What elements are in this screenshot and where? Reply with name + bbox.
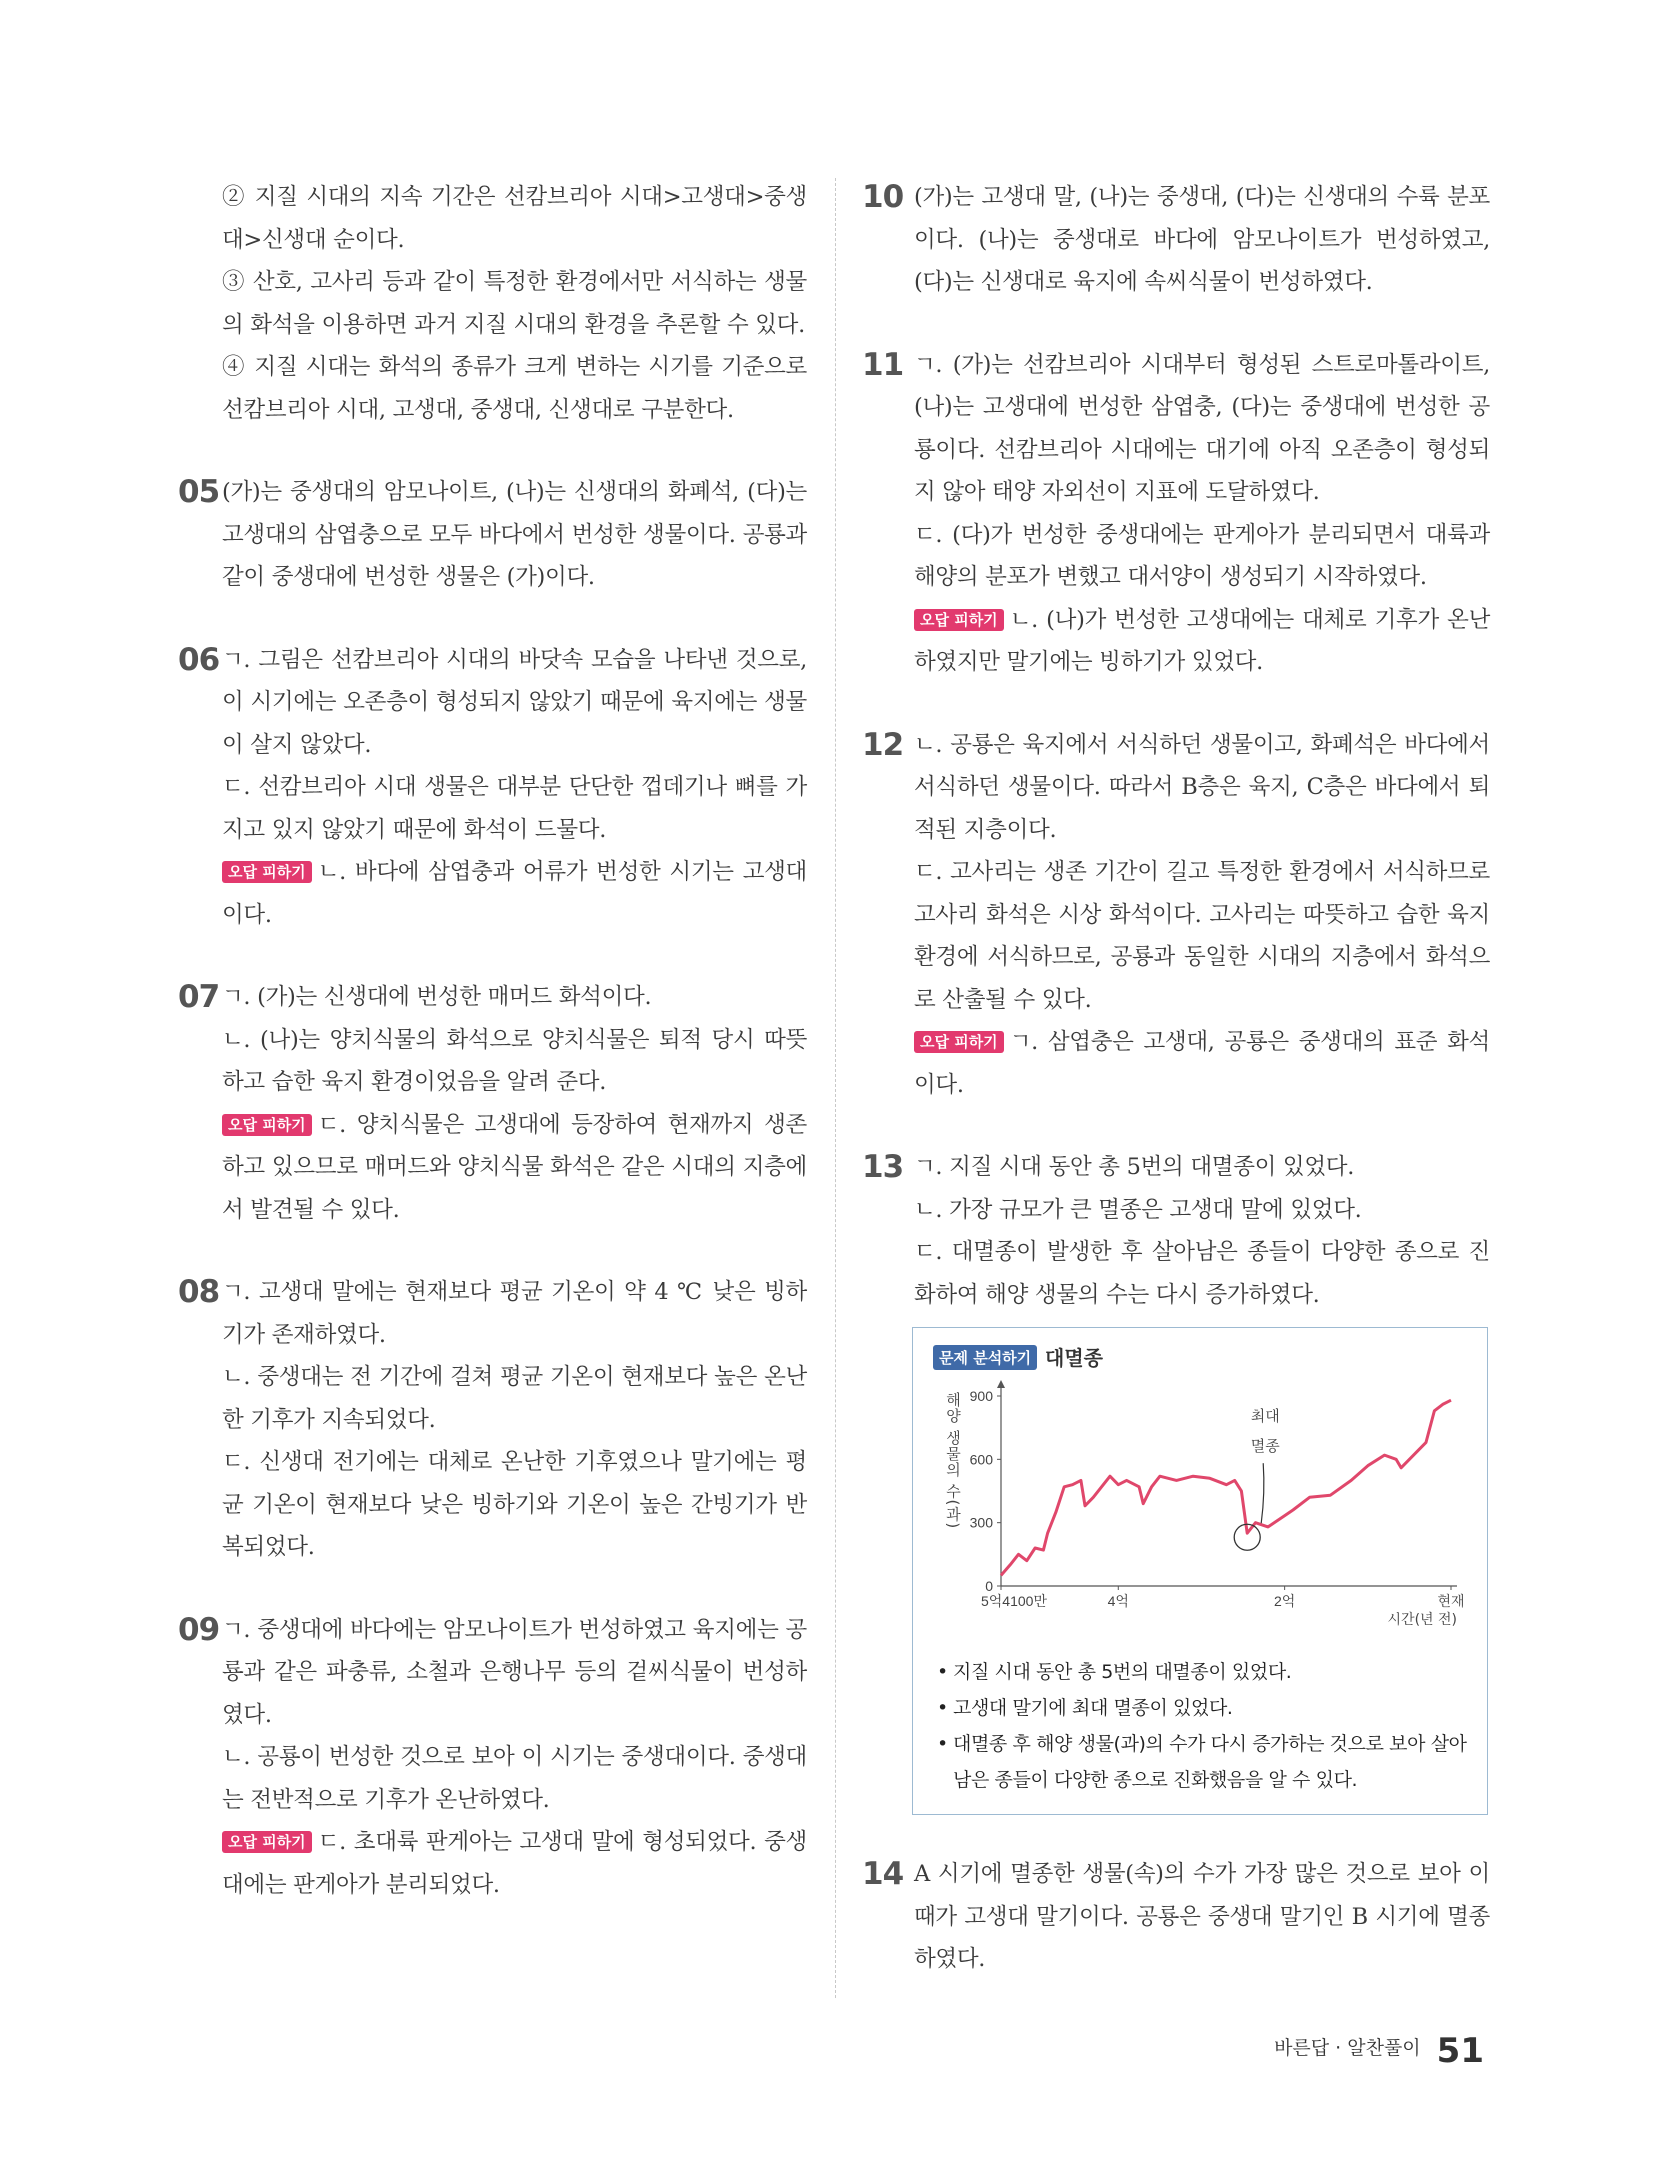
wrong-answer-badge: 오답 피하기 xyxy=(222,1114,312,1136)
x-tick-label: 5억4100만 xyxy=(981,1593,1047,1609)
answer-text: ㄴ. 공룡이 번성한 것으로 보아 이 시기는 중생대이다. 중생대는 전반적으로 기후가 온난하였다. xyxy=(222,1744,807,1813)
answer-text: ㄷ. (다)가 번성한 중생대에는 판게아가 분리되면서 대륙과 해양의 분포가 변했고 대서양이 생성되기 시작하였다. xyxy=(914,521,1490,590)
answer-text: ㄱ. (가)는 신생대에 번성한 매머드 화석이다. xyxy=(222,984,652,1010)
annotation-label: 멸종 xyxy=(1250,1437,1280,1456)
chart-marks xyxy=(1001,1400,1451,1575)
annotation-arrow xyxy=(1261,1463,1264,1523)
wrong-answer-note xyxy=(222,851,807,936)
question-number: 14 xyxy=(862,1856,904,1892)
annotation-label: 최대 xyxy=(1250,1407,1280,1426)
analysis-title: 대멸종 xyxy=(1045,1346,1103,1370)
question-number: 06 xyxy=(178,641,220,678)
wrong-answer-text: ㄴ. (나)가 번성한 고생대에는 대체로 기후가 온난하였지만 말기에는 빙하기가 있었다. xyxy=(914,606,1490,675)
answer-text: (가)는 중생대의 암모나이트, (나)는 신생대의 화폐석, (다)는 고생대의 삼엽충으로 모두 바다에서 번성한 생물이다. 공룡과 같이 중생대에 번성한 생물은 (가)이다. xyxy=(222,479,807,590)
answer-text: ㄷ. 선캄브리아 시대 생물은 대부분 단단한 껍데기나 뼈를 가지고 있지 않았기 때문에 화석이 드물다. xyxy=(222,774,807,843)
intro-para: ④ 지질 시대는 화석의 종류가 크게 변하는 시기를 기준으로 선캄브리아 시대, 고생대, 중생대, 신생대로 구분한다. xyxy=(222,354,807,423)
wrong-answer-text: ㄱ. 삼엽충은 고생대, 공룡은 중생대의 표준 화석이다. xyxy=(914,1029,1490,1098)
question-number: 09 xyxy=(178,1611,220,1648)
answer-text: ㄱ. (가)는 선캄브리아 시대부터 형성된 스트로마톨라이트, (나)는 고생대에 번성한 삼엽충, (다)는 중생대에 번성한 공룡이다. 선캄브리아 시대에는 대기에 아직 오존층이 형성되지 않아 태양 자외선이 지표에 도달하였다. xyxy=(914,351,1490,505)
bullet-item: • 대멸종 후 해양 생물(과)의 수가 다시 증가하는 것으로 보아 살아남은 종들이 다양한 종으로 진화했음을 알 수 있다. xyxy=(935,1726,1475,1798)
page-number: 51 xyxy=(1436,2031,1484,2071)
answer-text: (가)는 고생대 말, (나)는 중생대, (다)는 신생대의 수륙 분포이다. (나)는 중생대로 바다에 암모나이트가 번성하였고, (다)는 신생대로 육지에 속씨식물이 번성하였다. xyxy=(914,184,1490,295)
question-number: 12 xyxy=(862,726,904,763)
intro-para: ② 지질 시대의 지속 기간은 선캄브리아 시대>고생대>중생대>신생대 순이다. xyxy=(222,184,807,253)
wrong-answer-text: ㄷ. 양치식물은 고생대에 등장하여 현재까지 생존하고 있으므로 매머드와 양치식물 화석은 같은 시대의 지층에서 발견될 수 있다. xyxy=(222,1111,807,1223)
answer-text: ㄷ. 신생대 전기에는 대체로 온난한 기후였으나 말기에는 평균 기온이 현재보다 낮은 빙하기와 기온이 높은 간빙기가 반복되었다. xyxy=(222,1449,807,1560)
chart-axes xyxy=(944,1380,1465,1628)
y-axis-arrow xyxy=(997,1380,1005,1388)
answer-text: ㄴ. (나)는 양치식물의 화석으로 양치식물은 퇴적 당시 따뜻하고 습한 육지 환경이었음을 알려 준다. xyxy=(222,1026,807,1095)
wrong-answer-badge: 오답 피하기 xyxy=(222,861,312,883)
y-tick-label: 900 xyxy=(969,1388,993,1404)
answer-text: ㄴ. 가장 규모가 큰 멸종은 고생대 말에 있었다. xyxy=(914,1196,1362,1223)
question-11 xyxy=(862,344,1490,684)
question-14 xyxy=(862,1853,1490,1981)
question-09 xyxy=(178,1609,807,1907)
intro-block xyxy=(222,176,807,431)
answer-text: ㄴ. 공룡은 육지에서 서식하던 생물이고, 화폐석은 바다에서 서식하던 생물이다. 따라서 B층은 육지, C층은 바다에서 퇴적된 지층이다. xyxy=(914,731,1490,843)
answer-text: A 시기에 멸종한 생물(속)의 수가 가장 많은 것으로 보아 이 때가 고생대 말기이다. 공룡은 중생대 말기인 B 시기에 멸종하였다. xyxy=(914,1861,1490,1972)
wrong-answer-note xyxy=(914,599,1490,684)
wrong-answer-note xyxy=(222,1821,807,1906)
question-05 xyxy=(178,471,807,599)
question-13 xyxy=(862,1146,1490,1316)
question-08 xyxy=(178,1271,807,1569)
analysis-badge: 문제 분석하기 xyxy=(933,1345,1037,1370)
problem-analysis-box xyxy=(912,1327,1488,1815)
mass-extinction-chart xyxy=(913,1328,1487,1638)
left-column xyxy=(178,176,807,1906)
question-12 xyxy=(862,724,1490,1107)
x-tick-label: 4억 xyxy=(1107,1593,1129,1609)
answer-text: ㄷ. 고사리는 생존 기간이 길고 특정한 환경에서 서식하므로 고사리 화석은 시상 화석이다. 고사리는 따뜻하고 습한 육지 환경에 서식하므로, 공룡과 동일한 시대의 지층에서 화석으로 산출될 수 있다. xyxy=(914,859,1490,1013)
wrong-answer-badge: 오답 피하기 xyxy=(914,1031,1004,1053)
answer-text: ㄱ. 중생대에 바다에는 암모나이트가 번성하였고 육지에는 공룡과 같은 파충류, 소철과 은행나무 등의 겉씨식물이 번성하였다. xyxy=(222,1616,807,1728)
question-06 xyxy=(178,639,807,937)
bullet-item: • 고생대 말기에 최대 멸종이 있었다. xyxy=(935,1690,1475,1726)
wrong-answer-badge: 오답 피하기 xyxy=(222,1831,312,1853)
x-tick-label: 2억 xyxy=(1273,1593,1296,1609)
question-number: 05 xyxy=(178,474,220,510)
intro-para: ③ 산호, 고사리 등과 같이 특정한 환경에서만 서식하는 생물의 화석을 이용하면 과거 지질 시대의 환경을 추론할 수 있다. xyxy=(222,269,807,338)
wrong-answer-badge: 오답 피하기 xyxy=(914,609,1004,631)
answer-text: ㄱ. 고생대 말에는 현재보다 평균 기온이 약 4 ℃ 낮은 빙하기가 존재하였다. xyxy=(222,1279,807,1348)
question-number: 11 xyxy=(862,346,904,383)
column-divider xyxy=(835,178,836,1998)
y-tick-label: 600 xyxy=(969,1451,993,1468)
wrong-answer-note xyxy=(222,1104,807,1232)
answer-text: ㄱ. 그림은 선캄브리아 시대의 바닷속 모습을 나타낸 것으로, 이 시기에는 오존층이 형성되지 않았기 때문에 육지에는 생물이 살지 않았다. xyxy=(222,646,807,758)
question-10 xyxy=(862,176,1490,304)
question-number: 07 xyxy=(178,979,220,1015)
y-axis-label: 해양 생물의 수(과) xyxy=(944,1392,962,1530)
question-number: 13 xyxy=(862,1149,904,1185)
question-number: 10 xyxy=(862,179,904,215)
wrong-answer-note xyxy=(914,1021,1490,1106)
question-14-wrap xyxy=(862,1853,1490,1981)
analysis-bullets xyxy=(935,1654,1475,1798)
footer-text: 바른답 · 알찬풀이 xyxy=(1274,2037,1421,2059)
question-number: 08 xyxy=(178,1274,220,1310)
x-axis-label: 시간(년 전) xyxy=(1387,1612,1457,1628)
page-footer xyxy=(1274,2031,1484,2071)
series-line xyxy=(1001,1400,1451,1575)
question-07 xyxy=(178,976,807,1231)
wrong-answer-text: ㄴ. 바다에 삼엽충과 어류가 번성한 시기는 고생대이다. xyxy=(222,859,807,928)
y-tick-label: 0 xyxy=(985,1578,993,1594)
answer-text: ㄷ. 대멸종이 발생한 후 살아남은 종들이 다양한 종으로 진화하여 해양 생물의 수는 다시 증가하였다. xyxy=(914,1239,1490,1308)
y-tick-label: 300 xyxy=(969,1514,993,1531)
right-column xyxy=(862,176,1490,1316)
wrong-answer-text: ㄷ. 초대륙 판게아는 고생대 말에 형성되었다. 중생대에는 판게아가 분리되었다. xyxy=(222,1829,807,1898)
answer-text: ㄱ. 지질 시대 동안 총 5번의 대멸종이 있었다. xyxy=(914,1154,1355,1180)
answer-text: ㄴ. 중생대는 전 기간에 걸쳐 평균 기온이 현재보다 높은 온난한 기후가 지속되었다. xyxy=(222,1364,807,1433)
x-tick-label: 현재 xyxy=(1437,1593,1465,1609)
bullet-item: • 지질 시대 동안 총 5번의 대멸종이 있었다. xyxy=(935,1654,1475,1690)
